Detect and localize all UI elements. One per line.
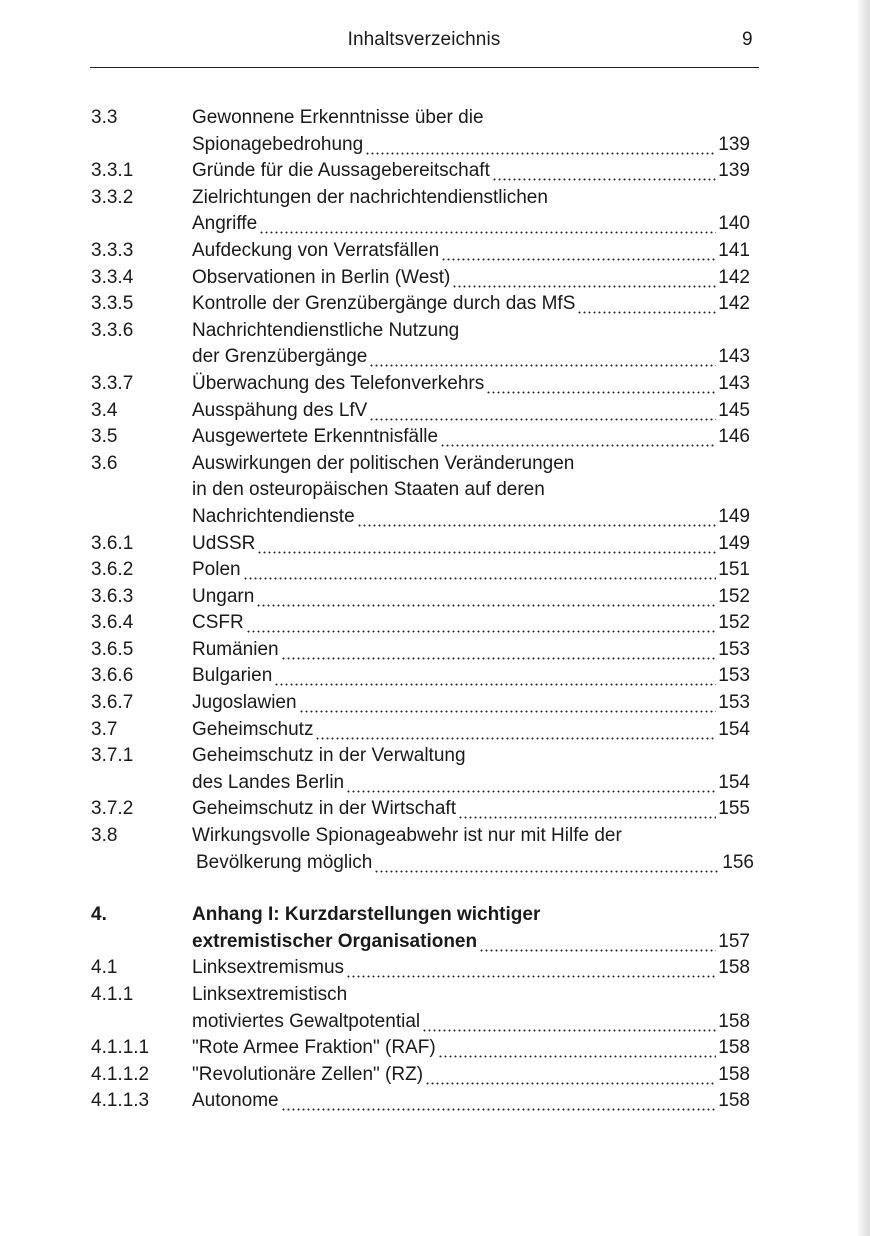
dot-leader [422, 1009, 716, 1036]
dot-leader [243, 557, 717, 584]
toc-entry [0, 796, 870, 823]
toc-section-number: 4.1.1.3 [91, 1090, 150, 1112]
toc-entry-title: Angriffe [192, 213, 258, 235]
toc-entry-line [0, 105, 870, 132]
toc-section-number: 3.6.2 [91, 559, 134, 581]
toc-entry-line [0, 477, 870, 504]
toc-entry [0, 451, 870, 531]
toc-entry-line [0, 1062, 870, 1089]
toc-entry-title: Geheimschutz in der Verwaltung [192, 745, 466, 767]
toc-entry-title: Zielrichtungen der nachrichtendienstlichen [192, 186, 548, 208]
toc-section-number: 4.1 [91, 957, 118, 979]
dot-leader [281, 637, 717, 664]
toc-entry-title: Anhang I: Kurzdarstellungen wichtiger [192, 904, 541, 926]
toc-entry-line [0, 398, 870, 425]
toc-section-number: 3.5 [91, 426, 118, 448]
dot-leader [374, 850, 720, 877]
toc-section-number: 3.6.5 [91, 638, 134, 660]
toc-section-number: 4.1.1 [91, 984, 134, 1005]
toc-page-number: 152 [718, 585, 750, 607]
toc-page-number: 139 [718, 133, 750, 155]
toc-entry-title: UdSSR [192, 532, 256, 554]
toc-entry [0, 823, 870, 876]
toc-entry-title: Gründe für die Aussagebereitschaft [192, 160, 490, 182]
toc-entry-line [0, 185, 870, 212]
dot-leader [452, 265, 716, 292]
toc-entry-leader-row [192, 265, 750, 292]
toc-entry-leader-row [192, 557, 750, 584]
toc-section-number: 3.3.4 [91, 266, 134, 288]
toc-section-number: 4.1.1.2 [91, 1063, 150, 1085]
toc-page-number: 143 [718, 346, 750, 368]
toc-page-number: 154 [718, 718, 750, 740]
toc-section-number: 3.6.3 [91, 585, 134, 607]
toc-entry [0, 424, 870, 451]
toc-entry-line [0, 1035, 870, 1062]
toc-entry-line [0, 318, 870, 345]
toc-entry-line [0, 743, 870, 770]
toc-entry-leader-row [192, 531, 750, 558]
toc-entry-title: Ungarn [192, 585, 255, 607]
dot-leader [281, 1088, 717, 1115]
toc-entry-title: Kontrolle der Grenzübergänge durch das MfS [192, 293, 576, 315]
toc-entry-line [0, 1009, 870, 1036]
toc-entry-line [0, 238, 870, 265]
toc-entry [0, 902, 870, 955]
toc-entry [0, 1088, 870, 1115]
toc-entry-title: Ausspähung des LfV [192, 399, 368, 421]
toc-entry-title: Linksextremismus [192, 957, 345, 979]
toc-section-number: 3.3.6 [91, 319, 134, 341]
toc-page-number: 154 [718, 771, 750, 793]
toc-entry [0, 531, 870, 558]
toc-page-number: 141 [718, 239, 750, 261]
toc-entry [0, 1062, 870, 1089]
toc-entry [0, 318, 870, 371]
toc-entry-line [0, 929, 870, 956]
toc-entry [0, 743, 870, 796]
toc-entry-line [0, 982, 870, 1009]
toc-entry [0, 398, 870, 425]
toc-section-number: 3.4 [91, 399, 118, 421]
toc-entry [0, 610, 870, 637]
toc-entry-title: Nachrichtendienste [192, 505, 355, 527]
toc-entry-title: Geheimschutz in der Wirtschaft [192, 798, 456, 820]
toc-page-number: 139 [718, 160, 750, 182]
toc-page-number: 142 [718, 293, 750, 315]
toc-entry-title: Jugoslawien [192, 692, 297, 714]
dot-leader [274, 663, 716, 690]
dot-leader [458, 796, 716, 823]
toc-entry-line [0, 823, 870, 850]
table-of-contents [0, 105, 870, 1115]
toc-entry-leader-row [192, 398, 750, 425]
toc-entry-line [0, 344, 870, 371]
dot-leader [257, 531, 716, 558]
toc-entry [0, 637, 870, 664]
toc-page-number: 153 [718, 638, 750, 660]
toc-entry-line [0, 584, 870, 611]
toc-entry-line [0, 902, 870, 929]
dot-leader [577, 291, 716, 318]
toc-entry-line [0, 637, 870, 664]
toc-entry-leader-row [196, 850, 754, 877]
toc-entry-line [0, 796, 870, 823]
toc-entry-title: Polen [192, 559, 241, 581]
toc-entry-title: "Rote Armee Fraktion" (RAF) [192, 1037, 436, 1059]
toc-page-number: 152 [718, 612, 750, 634]
toc-entry-title: Linksextremistisch [192, 984, 348, 1005]
toc-entry-line [0, 211, 870, 238]
toc-entry-title: Bevölkerung möglich [196, 851, 373, 873]
toc-entry [0, 1035, 870, 1062]
toc-page-number: 158 [718, 1090, 750, 1112]
toc-page-number: 158 [718, 1037, 750, 1059]
toc-entry-title: Aufdeckung von Verratsfällen [192, 239, 440, 261]
toc-entry-title: Autonome [192, 1090, 279, 1112]
toc-section-number: 3.3.3 [91, 239, 134, 261]
running-header-title: Inhaltsverzeichnis [347, 29, 501, 50]
toc-entry-title: Gewonnene Erkenntnisse über die [192, 107, 484, 128]
toc-section-number: 3.3.7 [91, 372, 134, 394]
dot-leader [259, 211, 716, 238]
toc-entry [0, 371, 870, 398]
toc-entry-title: Spionagebedrohung [192, 133, 364, 155]
dot-leader [440, 424, 716, 451]
toc-section-number: 3.3.1 [91, 160, 134, 182]
page-number: 9 [742, 29, 753, 50]
toc-page-number: 158 [718, 1010, 750, 1032]
toc-entry-title: Rumänien [192, 638, 279, 660]
toc-entry-line [0, 531, 870, 558]
toc-section-number: 4. [91, 904, 107, 926]
toc-entry [0, 291, 870, 318]
toc-entry-leader-row [192, 424, 750, 451]
toc-page-number: 158 [718, 1063, 750, 1085]
toc-entry-leader-row [192, 584, 750, 611]
toc-entry-line [0, 132, 870, 159]
toc-entry-leader-row [192, 344, 750, 371]
toc-entry-line [0, 451, 870, 478]
toc-section-number: 3.7 [91, 718, 118, 740]
toc-entry-line [0, 371, 870, 398]
dot-leader [256, 584, 716, 611]
toc-page-number: 153 [718, 692, 750, 714]
dot-leader [425, 1062, 716, 1089]
toc-page-number: 149 [718, 505, 750, 527]
toc-entry-line [0, 770, 870, 797]
dot-leader [441, 238, 716, 265]
dot-leader [246, 610, 717, 637]
toc-page-number: 151 [718, 559, 750, 581]
toc-entry-title: der Grenzübergänge [192, 346, 368, 368]
toc-entry [0, 663, 870, 690]
toc-entry-line [0, 291, 870, 318]
toc-entry [0, 557, 870, 584]
toc-entry-title: "Revolutionäre Zellen" (RZ) [192, 1063, 424, 1085]
toc-entry-leader-row [192, 1009, 750, 1036]
toc-section-number: 3.8 [91, 825, 118, 847]
toc-page-number: 155 [718, 798, 750, 820]
toc-section-number: 3.7.2 [91, 798, 134, 820]
dot-leader [369, 398, 716, 425]
toc-entry [0, 584, 870, 611]
toc-entry-title: CSFR [192, 612, 244, 634]
toc-entry-leader-row [192, 610, 750, 637]
toc-page-number: 145 [718, 399, 750, 421]
toc-entry-line [0, 690, 870, 717]
dot-leader [486, 371, 716, 398]
toc-entry-leader-row [192, 211, 750, 238]
toc-entry-title: des Landes Berlin [192, 771, 345, 793]
toc-section-number: 3.3 [91, 107, 118, 128]
toc-entry-leader-row [192, 504, 750, 531]
toc-entry-leader-row [192, 1062, 750, 1089]
toc-entry-leader-row [192, 291, 750, 318]
header-rule [90, 67, 759, 68]
toc-entry-leader-row [192, 158, 750, 185]
toc-entry [0, 982, 870, 1035]
toc-entry-leader-row [192, 132, 750, 159]
toc-entry-leader-row [192, 1088, 750, 1115]
toc-section-number: 3.6.1 [91, 532, 134, 554]
toc-entry-line [0, 158, 870, 185]
toc-entry-leader-row [192, 690, 750, 717]
toc-section-number: 4.1.1.1 [91, 1037, 150, 1059]
toc-entry-line [0, 504, 870, 531]
dot-leader [438, 1035, 717, 1062]
toc-entry-title: Ausgewertete Erkenntnisfälle [192, 426, 439, 448]
toc-entry-title: Wirkungsvolle Spionageabwehr ist nur mit Hilfe der [192, 825, 622, 847]
toc-entry-leader-row [192, 663, 750, 690]
toc-entry-line [0, 424, 870, 451]
toc-entry-leader-row [192, 717, 750, 744]
toc-entry-line [0, 850, 870, 877]
dot-leader [299, 690, 717, 717]
toc-section-number: 3.6.6 [91, 665, 134, 687]
toc-section-number: 3.7.1 [91, 745, 134, 767]
toc-entry-title: Bulgarien [192, 665, 273, 687]
toc-entry-title: in den osteuropäischen Staaten auf deren [192, 479, 545, 501]
toc-entry-leader-row [192, 238, 750, 265]
toc-entry-leader-row [192, 371, 750, 398]
toc-entry-leader-row [192, 955, 750, 982]
dot-leader [346, 770, 716, 797]
toc-entry-line [0, 265, 870, 292]
toc-page-number: 158 [718, 957, 750, 979]
dot-leader [492, 158, 716, 185]
toc-page-number: 142 [718, 266, 750, 288]
dot-leader [365, 132, 716, 159]
toc-entry-title: extremistischer Organisationen [192, 930, 478, 952]
toc-entry [0, 105, 870, 158]
toc-entry-leader-row [192, 1035, 750, 1062]
dot-leader [369, 344, 716, 371]
toc-section-number: 3.6 [91, 452, 118, 474]
dot-leader [315, 717, 716, 744]
dot-leader [357, 504, 717, 531]
toc-entry-leader-row [192, 796, 750, 823]
toc-entry-line [0, 610, 870, 637]
toc-page-number: 140 [718, 213, 750, 235]
toc-entry-title: Auswirkungen der politischen Veränderungen [192, 452, 575, 474]
toc-entry [0, 690, 870, 717]
toc-section-number: 3.3.2 [91, 186, 134, 208]
toc-section-number: 3.6.7 [91, 692, 134, 714]
toc-entry [0, 265, 870, 292]
dot-leader [346, 955, 716, 982]
toc-page-number: 146 [718, 426, 750, 448]
toc-entry [0, 158, 870, 185]
toc-entry-title: Observationen in Berlin (West) [192, 266, 451, 288]
toc-entry-title: Geheimschutz [192, 718, 314, 740]
toc-section-number: 3.3.5 [91, 293, 134, 315]
toc-entry-title: motiviertes Gewaltpotential [192, 1010, 421, 1032]
toc-section-number: 3.6.4 [91, 612, 134, 634]
toc-entry-leader-row [192, 637, 750, 664]
toc-entry [0, 238, 870, 265]
toc-entry-leader-row [192, 929, 750, 956]
dot-leader [479, 929, 716, 956]
toc-page-number: 143 [718, 372, 750, 394]
toc-entry-title: Nachrichtendienstliche Nutzung [192, 319, 460, 341]
toc-entry [0, 185, 870, 238]
toc-entry-line [0, 557, 870, 584]
toc-page-number: 149 [718, 532, 750, 554]
toc-entry-line [0, 955, 870, 982]
toc-page-number: 157 [718, 930, 750, 952]
toc-entry [0, 955, 870, 982]
toc-page-number: 153 [718, 665, 750, 687]
toc-entry-leader-row [192, 770, 750, 797]
toc-entry-line [0, 1088, 870, 1115]
toc-page-number: 156 [722, 851, 754, 873]
toc-entry [0, 717, 870, 744]
toc-entry-title: Überwachung des Telefonverkehrs [192, 372, 485, 394]
toc-entry-line [0, 663, 870, 690]
toc-entry-line [0, 717, 870, 744]
